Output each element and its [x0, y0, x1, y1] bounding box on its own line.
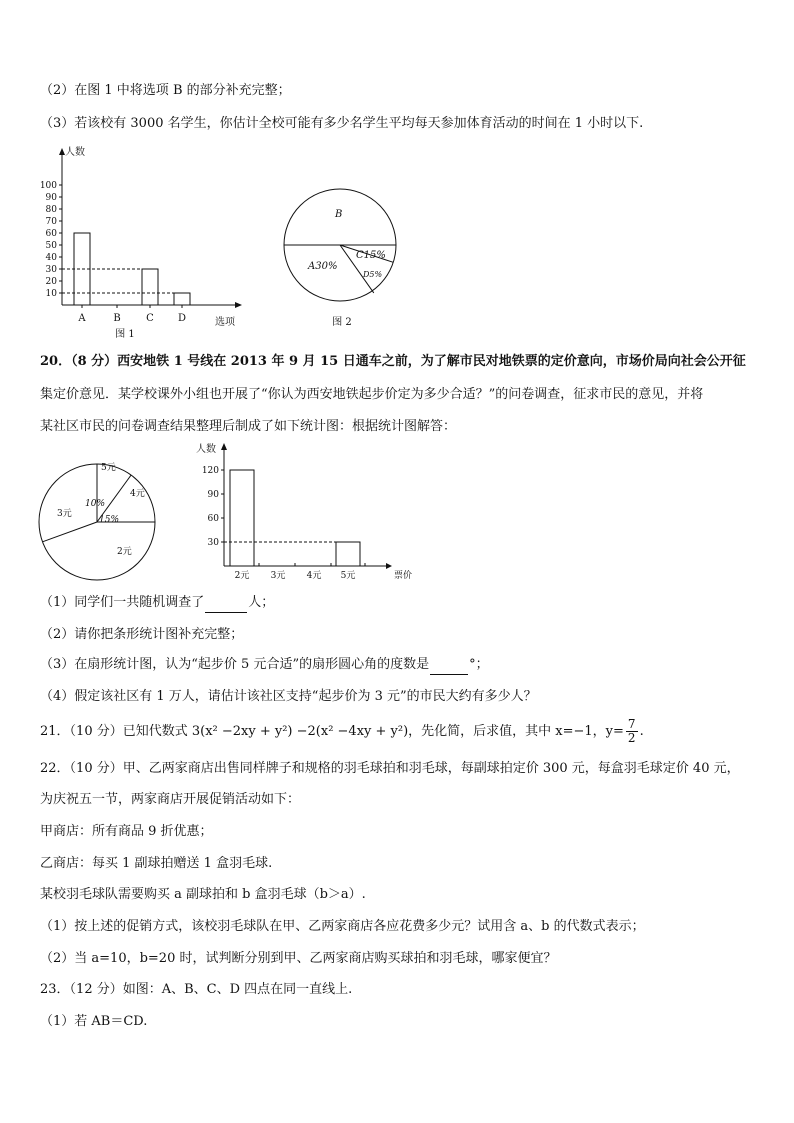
y-tick-label: 90 [45, 193, 57, 203]
y-tick-label: 70 [45, 217, 57, 227]
slice-label-a: A30% [308, 261, 338, 272]
q22-line4: 乙商店：每买 1 副球拍赠送 1 盒羽毛球. [40, 856, 273, 871]
y-tick-label: 120 [201, 466, 219, 476]
slice-label-d: D5% [363, 270, 383, 279]
y-axis-label: 人数 [196, 444, 216, 455]
x-tick-label: A [78, 313, 86, 324]
x-tick-label: D [177, 313, 187, 324]
q20-part1: （1）同学们一共随机调查了 人； [40, 594, 274, 613]
y-tick-label: 20 [45, 277, 57, 287]
figure4-bar-chart [190, 442, 420, 582]
q20-intro-line3: 某社区市民的问卷调查结果整理后制成了如下统计图：根据统计图解答： [40, 419, 457, 434]
q21: 21．（10 分）已知代数式 3(x² −2xy + y²) −2(x² −4xy + y²)，先化简，后求值，其中 x=−1，y= $\frac{7}{2}$ . [40, 717, 644, 745]
q20-part3: （3）在扇形统计图，认为“起步价 5 元合适”的扇形圆心角的度数是 °； [40, 656, 489, 675]
q23-line2: （1）若 AB＝CD. [40, 1014, 148, 1029]
x-axis-label: 票价 [394, 571, 413, 581]
q20-intro-line2: 集定价意见．某学校课外小组也开展了“你认为西安地铁起步价定为多少合适？”的问卷调查，征求市民的意见，并将 [40, 387, 704, 402]
figure-caption: 图 2 [332, 317, 352, 328]
bar [142, 269, 158, 305]
x-tick-label: 2元 [234, 571, 250, 581]
bar [336, 542, 360, 566]
figure3-pie-chart [35, 450, 165, 590]
q20-part2: （2）请你把条形统计图补充完整； [40, 627, 244, 642]
y-tick-label: 90 [207, 490, 219, 500]
y-tick-label: 10 [45, 289, 57, 299]
y-tick-label: 30 [45, 265, 57, 275]
x-axis-label: 选项 [215, 317, 235, 328]
y-axis-arrow [221, 443, 227, 450]
x-tick-label: 4元 [306, 571, 322, 581]
q19-part3: （3）若该校有 3000 名学生，你估计全校可能有多少名学生平均每天参加体育活动的时间在 1 小时以下. [40, 116, 644, 131]
x-tick-label: 3元 [270, 571, 286, 581]
q22-line3: 甲商店：所有商品 9 折优惠； [40, 824, 213, 839]
slice-label-5yuan: 5元 [101, 463, 116, 473]
x-tick-label: 5元 [340, 571, 356, 581]
q19-part2: （2）在图 1 中将选项 B 的部分补充完整； [40, 83, 291, 98]
y-tick-label: 60 [207, 514, 219, 524]
y-tick-label: 40 [45, 253, 57, 263]
y-tick-label: 50 [45, 241, 57, 251]
figure1-bar-chart [30, 145, 290, 345]
fraction: $\frac{7}{2}$ [627, 717, 636, 745]
slice-label-c: C15% [356, 250, 386, 261]
x-axis-arrow [235, 302, 242, 308]
y-axis-label: 人数 [65, 147, 85, 158]
q22-line7: （2）当 a=10，b=20 时，试判断分别到甲、乙两家商店购买球拍和羽毛球，哪家便宜？ [40, 951, 557, 966]
slice-label-4yuan: 4元 [130, 489, 145, 499]
y-tick-label: 30 [207, 538, 219, 548]
x-axis-arrow [386, 563, 392, 569]
answer-blank[interactable] [205, 594, 247, 613]
y-tick-label: 60 [45, 229, 57, 239]
answer-blank[interactable] [430, 656, 468, 675]
bar [174, 293, 190, 305]
y-tick-label: 100 [39, 181, 57, 191]
q23-line1: 23．（12 分）如图：A、B、C、D 四点在同一直线上. [40, 982, 353, 997]
q20-part4: （4）假定该社区有 1 万人，请估计该社区支持“起步价为 3 元”的市民大约有多少人？ [40, 689, 537, 704]
q22-line5: 某校羽毛球队需要购买 a 副球拍和 b 盒羽毛球（b＞a）. [40, 887, 366, 902]
bar [230, 470, 254, 566]
q22-line6: （1）按上述的促销方式，该校羽毛球队在甲、乙两家商店各应花费多少元？试用含 a、b 的代数式表示； [40, 919, 645, 934]
figure2-pie-chart [280, 165, 420, 345]
slice-label-b: B [335, 209, 343, 220]
slice-percent-5yuan: 10% [85, 499, 106, 509]
q22-line1: 22．（10 分）甲、乙两家商店出售同样牌子和规格的羽毛球拍和羽毛球，每副球拍定价 300 元，每盒羽毛球定价 40 元， [40, 761, 740, 776]
slice-label-2yuan: 2元 [117, 547, 132, 557]
slice-label-3yuan: 3元 [57, 509, 72, 519]
figure-caption: 图 1 [115, 329, 135, 340]
x-tick-label: B [113, 313, 121, 324]
x-tick-label: C [146, 313, 154, 324]
slice-boundary [42, 522, 97, 542]
q20-intro-line1: 20．（8 分）西安地铁 1 号线在 2013 年 9 月 15 日通车之前，为了解市民对地铁票的定价意向，市场价局向社会公开征 [40, 354, 746, 369]
slice-percent-4yuan: 15% [99, 515, 120, 525]
q22-line2: 为庆祝五一节，两家商店开展促销活动如下： [40, 792, 301, 807]
y-tick-label: 80 [45, 205, 57, 215]
